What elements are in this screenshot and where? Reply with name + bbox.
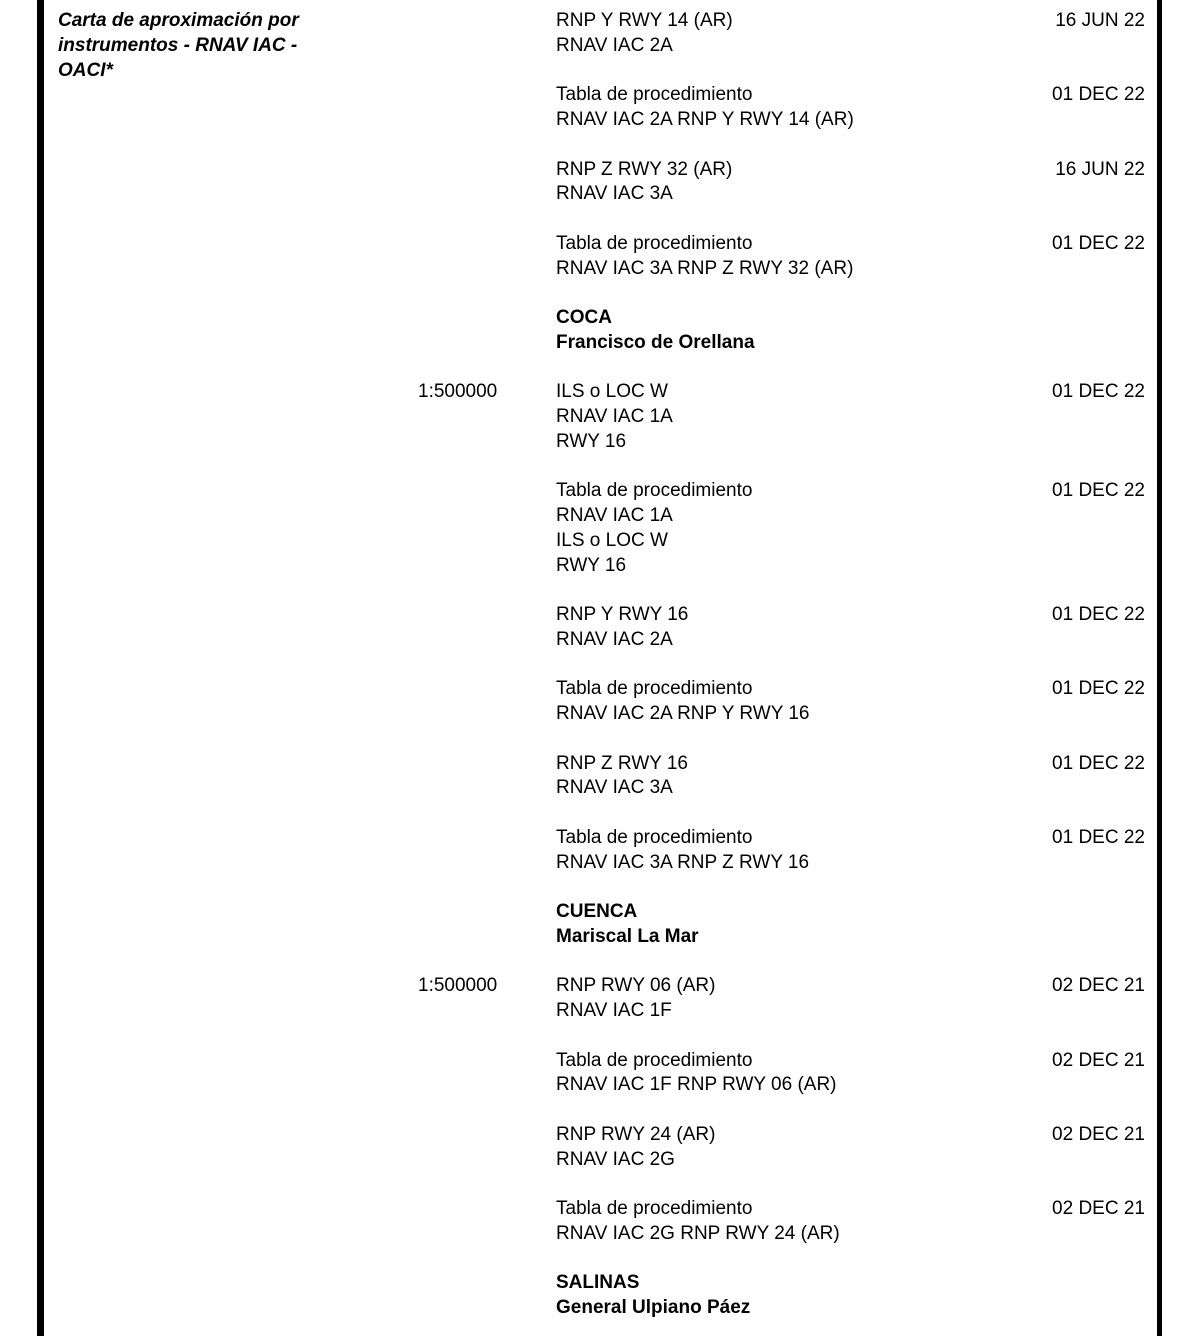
- right-border-rule: [1157, 0, 1162, 1336]
- chart-entry-row: [418, 83, 1145, 133]
- chart-name-line: Tabla de procedimiento: [556, 1049, 753, 1071]
- chart-name-line: RWY 16: [556, 554, 627, 576]
- chart-name-line: RNAV IAC 1F: [556, 1000, 672, 1021]
- chart-name-line: RNP RWY 06 (AR): [556, 975, 716, 997]
- chart-name-line: RNAV IAC 2A: [556, 34, 673, 56]
- left-border-rule: [37, 0, 44, 1336]
- airport-header-row: [418, 306, 1145, 356]
- chart-name-line: Tabla de procedimiento: [556, 1198, 753, 1219]
- chart-name-cell: [556, 1197, 1015, 1247]
- chart-name-line: RNP RWY 24 (AR): [556, 1123, 716, 1145]
- scale-cell: 1:500000: [418, 975, 498, 997]
- chart-entry-row: [418, 603, 1145, 653]
- chart-name-line: Tabla de procedimiento: [556, 232, 753, 254]
- chart-name-line: RNAV IAC 1F RNP RWY 06 (AR): [556, 1074, 837, 1096]
- chart-entry-row: [418, 1197, 1145, 1247]
- effective-date-cell: 02 DEC 21: [1052, 1123, 1145, 1145]
- chart-name-line: RNAV IAC 1A: [556, 406, 673, 427]
- airport-header-row: [418, 1271, 1145, 1321]
- chart-type-title-line: instrumentos - RNAV IAC -: [58, 34, 298, 56]
- chart-name-cell: [556, 158, 1015, 208]
- effective-date-cell: 01 DEC 22: [1052, 752, 1145, 774]
- chart-name-line: ILS o LOC W: [556, 381, 668, 403]
- chart-name-cell: [556, 1123, 1015, 1173]
- airport-full-name: Mariscal La Mar: [556, 925, 699, 947]
- chart-type-title: [58, 9, 358, 83]
- chart-name-line: RNAV IAC 3A: [556, 183, 673, 205]
- chart-name-line: RNP Y RWY 16: [556, 604, 689, 625]
- chart-name-cell: [556, 826, 1015, 876]
- chart-name-line: RNP Z RWY 16: [556, 752, 688, 774]
- effective-date-cell: 02 DEC 21: [1052, 975, 1145, 997]
- chart-entry-row: [418, 479, 1145, 578]
- chart-name-line: RNP Y RWY 14 (AR): [556, 10, 733, 31]
- chart-name-line: RNAV IAC 2G: [556, 1148, 675, 1170]
- chart-name-cell: [556, 752, 1015, 802]
- airport-full-name: General Ulpiano Páez: [556, 1297, 751, 1318]
- chart-name-line: Tabla de procedimiento: [556, 826, 753, 848]
- airport-header-row: [418, 900, 1145, 950]
- chart-entry-row: [418, 9, 1145, 59]
- airport-name-cell: [556, 1271, 1015, 1321]
- chart-name-line: ILS o LOC W: [556, 529, 668, 551]
- chart-name-cell: [556, 677, 1015, 727]
- chart-name-cell: [556, 83, 1015, 133]
- chart-name-cell: [556, 479, 1015, 578]
- chart-name-line: RNAV IAC 2A RNP Y RWY 16: [556, 703, 810, 724]
- chart-name-cell: [556, 1049, 1015, 1099]
- chart-name-line: RWY 16: [556, 430, 627, 452]
- airport-full-name: Francisco de Orellana: [556, 331, 755, 353]
- effective-date-cell: 01 DEC 22: [1052, 480, 1145, 502]
- effective-date-cell: 01 DEC 22: [1052, 826, 1145, 848]
- chart-name-line: RNAV IAC 3A RNP Z RWY 32 (AR): [556, 257, 854, 279]
- effective-date-cell: 01 DEC 22: [1052, 381, 1145, 403]
- airport-name-cell: [556, 900, 1015, 950]
- chart-entry-row: [418, 1123, 1145, 1173]
- effective-date-cell: 02 DEC 21: [1052, 1049, 1145, 1071]
- effective-date-cell: 01 DEC 22: [1052, 678, 1145, 700]
- chart-entry-row: [418, 752, 1145, 802]
- chart-entry-row: [418, 974, 1145, 1024]
- effective-date-cell: 16 JUN 22: [1055, 158, 1145, 180]
- chart-name-line: Tabla de procedimiento: [556, 84, 753, 106]
- chart-name-line: RNAV IAC 2A: [556, 628, 673, 650]
- chart-entry-row: [418, 677, 1145, 727]
- airport-city-name: COCA: [556, 307, 612, 328]
- airport-city-name: SALINAS: [556, 1272, 640, 1294]
- chart-entry-row: [418, 232, 1145, 282]
- chart-type-title-line: Carta de aproximación por: [58, 10, 299, 31]
- chart-name-line: RNAV IAC 1A: [556, 505, 673, 526]
- chart-entry-row: [418, 1049, 1145, 1099]
- chart-entry-row: [418, 826, 1145, 876]
- effective-date-cell: 16 JUN 22: [1055, 10, 1145, 31]
- chart-entry-row: [418, 380, 1145, 454]
- chart-name-cell: [556, 974, 1015, 1024]
- chart-name-line: RNAV IAC 3A RNP Z RWY 16: [556, 851, 810, 873]
- chart-type-title-line: OACI*: [58, 59, 113, 81]
- chart-name-cell: [556, 9, 1015, 59]
- effective-date-cell: 01 DEC 22: [1052, 604, 1145, 625]
- chart-name-line: RNAV IAC 2G RNP RWY 24 (AR): [556, 1222, 840, 1244]
- chart-entry-row: [418, 158, 1145, 208]
- effective-date-cell: 02 DEC 21: [1052, 1198, 1145, 1219]
- chart-name-cell: [556, 232, 1015, 282]
- chart-name-line: RNAV IAC 2A RNP Y RWY 14 (AR): [556, 109, 854, 130]
- airport-city-name: CUENCA: [556, 901, 638, 922]
- chart-name-line: RNAV IAC 3A: [556, 777, 673, 799]
- chart-name-line: Tabla de procedimiento: [556, 480, 753, 502]
- effective-date-cell: 01 DEC 22: [1052, 84, 1145, 106]
- chart-name-cell: [556, 603, 1015, 653]
- chart-entries: [418, 9, 1145, 1336]
- chart-name-line: RNP Z RWY 32 (AR): [556, 158, 733, 180]
- chart-name-cell: [556, 380, 1015, 454]
- scale-cell: 1:500000: [418, 381, 498, 403]
- chart-name-line: Tabla de procedimiento: [556, 678, 753, 700]
- effective-date-cell: 01 DEC 22: [1052, 232, 1145, 254]
- airport-name-cell: [556, 306, 1015, 356]
